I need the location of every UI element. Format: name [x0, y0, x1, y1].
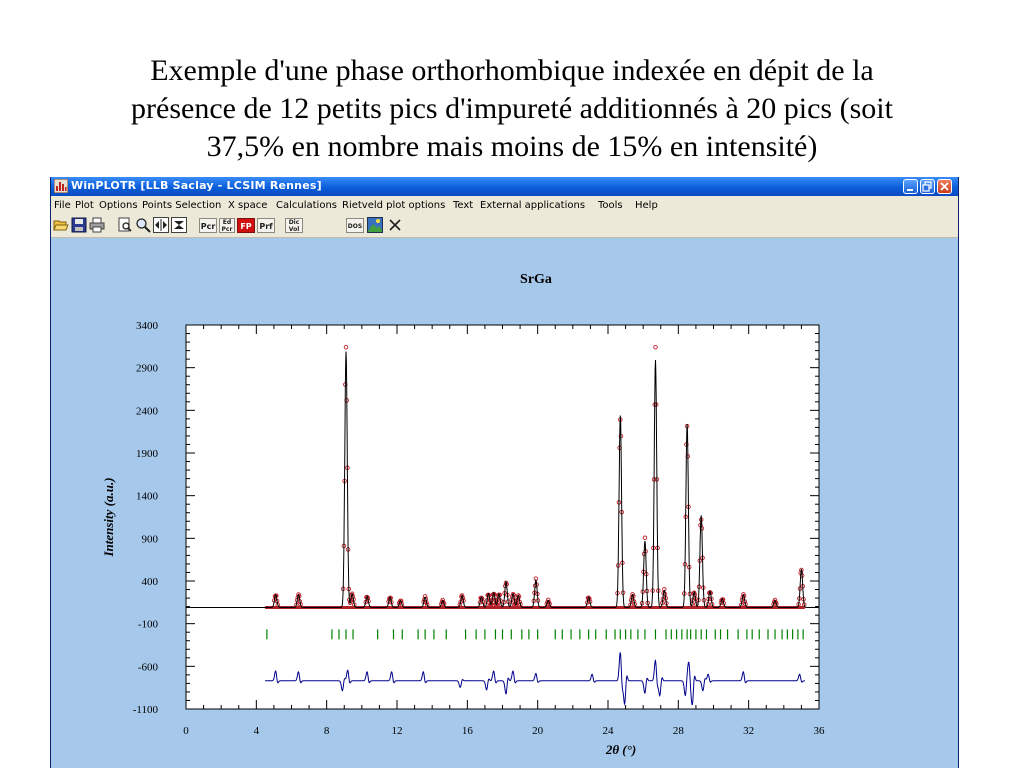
- minimize-button[interactable]: [903, 179, 918, 194]
- menu-rietveld-plot-options[interactable]: Rietveld plot options: [342, 200, 446, 211]
- print-preview-icon[interactable]: [117, 217, 133, 233]
- menu-tools[interactable]: Tools: [598, 200, 623, 211]
- y-axis-label: Intensity (a.u.): [101, 477, 116, 557]
- winplotr-window: [50, 177, 959, 768]
- x-tick-label: 32: [743, 725, 755, 737]
- y-tick-labels: [133, 320, 159, 716]
- y-tick-label: 2900: [136, 362, 158, 375]
- y-tick-label: 2400: [136, 405, 158, 418]
- x-tick-label: 36: [813, 725, 825, 737]
- x-tick-label: 0: [183, 725, 189, 737]
- menu-options[interactable]: Options: [99, 200, 138, 211]
- restore-icon: [921, 180, 934, 193]
- save-icon[interactable]: [71, 217, 87, 233]
- zoom-icon[interactable]: [135, 217, 151, 233]
- rietveld-plot: [51, 238, 958, 768]
- x-tick-label: 16: [461, 725, 473, 737]
- fp-button[interactable]: FP: [237, 218, 255, 233]
- y-tick-label: 1900: [136, 448, 158, 460]
- y-tick-label: 3400: [136, 320, 158, 332]
- menu-points-selection[interactable]: Points Selection: [142, 200, 222, 211]
- dicvol-button[interactable]: Dic Vol: [285, 218, 303, 233]
- x-tick-label: 8: [323, 725, 330, 737]
- close-icon: [938, 180, 951, 193]
- y-tick-label: -1100: [132, 704, 158, 716]
- close-button[interactable]: [937, 179, 952, 194]
- move-horizontal-icon[interactable]: [153, 217, 169, 233]
- plot-frame: [186, 325, 819, 709]
- menu-x-space[interactable]: X space: [228, 200, 268, 211]
- x-tick-label: 28: [672, 725, 684, 737]
- x-tick-labels: [183, 725, 825, 737]
- y-tick-label: -100: [137, 618, 158, 631]
- image-icon[interactable]: [367, 217, 383, 233]
- app-icon: [54, 179, 68, 193]
- minimize-icon: [904, 180, 917, 193]
- maximize-button[interactable]: [920, 179, 935, 194]
- pcr-button[interactable]: Pcr: [199, 218, 217, 233]
- menu-calculations[interactable]: Calculations: [276, 200, 337, 211]
- x-tick-label: 4: [253, 725, 260, 737]
- window-title: WinPLOTR [LLB Saclay - LCSIM Rennes]: [71, 179, 322, 192]
- open-folder-icon[interactable]: [53, 217, 69, 233]
- menu-external-applications[interactable]: External applications: [480, 200, 586, 211]
- resize-box-icon[interactable]: [171, 217, 187, 233]
- slide-title-line-3: 37,5% en nombre mais moins de 15% en intensité): [206, 130, 818, 163]
- x-axis-label: 2θ (°): [605, 742, 637, 757]
- menu-plot[interactable]: Plot: [75, 200, 94, 211]
- print-icon[interactable]: [89, 217, 105, 233]
- title-bar[interactable]: [51, 177, 958, 196]
- slide-title-line-1: Exemple d'une phase orthorhombique indexée en dépit de la: [150, 54, 874, 87]
- x-tick-label: 24: [602, 725, 614, 737]
- y-tick-label: 1400: [136, 490, 158, 503]
- menu-help[interactable]: Help: [635, 200, 658, 211]
- slide-title: [0, 52, 1024, 166]
- prf-button[interactable]: Prf: [257, 218, 275, 233]
- y-tick-label: -600: [137, 661, 158, 674]
- toolbar: [51, 214, 958, 238]
- menu-bar: [51, 196, 958, 214]
- menu-file[interactable]: File: [54, 200, 71, 211]
- y-tick-label: 900: [141, 533, 158, 546]
- dos-button[interactable]: DOS: [346, 218, 364, 233]
- chart-title: SrGa: [520, 272, 552, 287]
- close-x-icon[interactable]: [387, 217, 403, 233]
- x-tick-label: 12: [391, 725, 403, 737]
- y-tick-label: 400: [141, 576, 158, 588]
- menu-text[interactable]: Text: [453, 200, 474, 211]
- x-tick-label: 20: [532, 725, 544, 737]
- slide-title-line-2: présence de 12 petits pics d'impureté additionnés à 20 pics (soit: [131, 92, 893, 125]
- edit-pcr-button[interactable]: Ed Pcr: [219, 218, 235, 233]
- plot-area: [51, 238, 958, 768]
